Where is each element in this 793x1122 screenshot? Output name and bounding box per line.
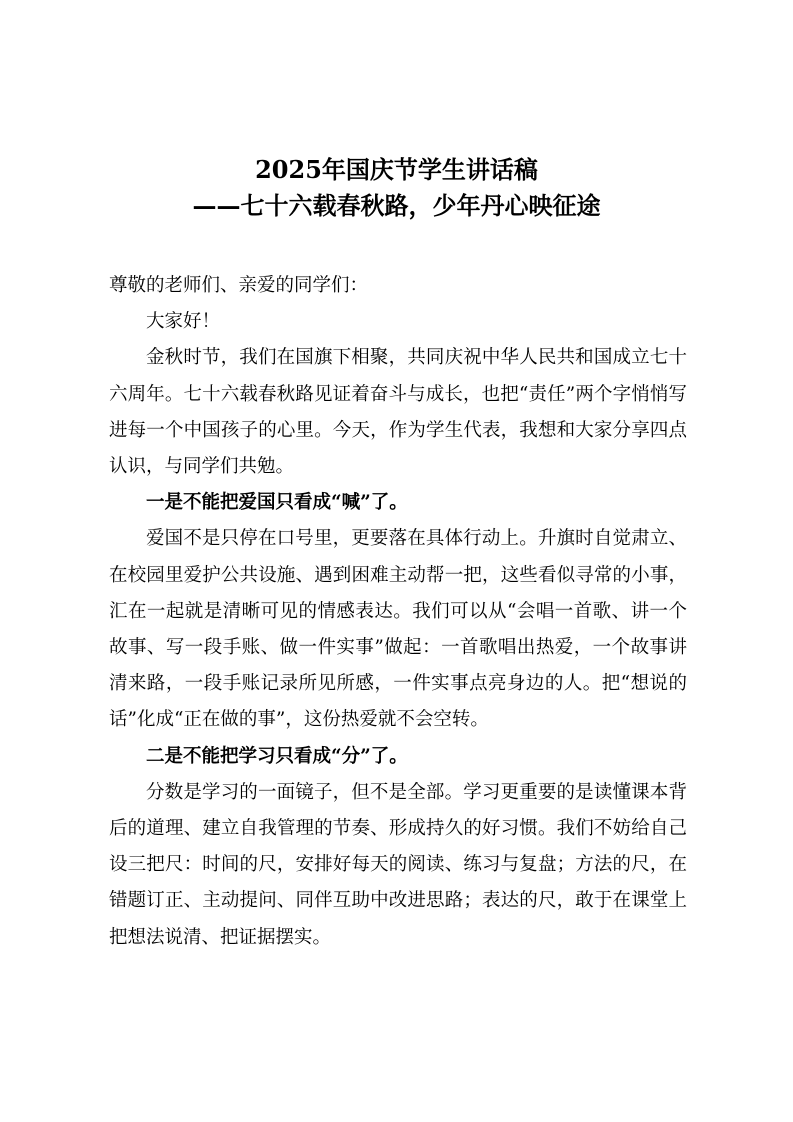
section-heading-2: 二是不能把学习只看成“分”了。 bbox=[146, 745, 408, 767]
greeting: 大家好！ bbox=[146, 311, 221, 333]
paragraph-intro: 金秋时节，我们在国旗下相聚，共同庆祝中华人民共和国成立七十六周年。七十六载春秋路见证着奋斗与成长，也把“责任”两个字悄悄写进每一个中国孩子的心里。今天，作为学生代表，我想和大家分享四点认识，与同学们共勉。 bbox=[109, 347, 687, 478]
paragraph-section-2: 分数是学习的一面镜子，但不是全部。学习更重要的是读懂课本背后的道理、建立自我管理的节奏、形成持久的好习惯。我们不妨给自己设三把尺：时间的尺，安排好每天的阅读、练习与复盘；方法的尺，在错题订正、主动提问、同伴互助中改进思路；表达的尺，敢于在课堂上把想法说清、把证据摆实。 bbox=[109, 781, 687, 948]
document-body bbox=[109, 268, 687, 956]
document-title: 2025年国庆节学生讲话稿 bbox=[255, 155, 538, 184]
title-block bbox=[0, 152, 793, 224]
section-heading-1: 一是不能把爱国只看成“喊”了。 bbox=[146, 492, 408, 514]
salutation: 尊敬的老师们、亲爱的同学们： bbox=[109, 275, 369, 296]
paragraph-section-1: 爱国不是只停在口号里，更要落在具体行动上。升旗时自觉肃立、在校园里爱护公共设施、遇到困难主动帮一把，这些看似寻常的小事，汇在一起就是清晰可见的情感表达。我们可以从“会唱一首歌、讲一个故事、写一段手账、做一件实事”做起：一首歌唱出热爱，一个故事讲清来路，一段手账记录所见所感，一件实事点亮身边的人。把“想说的话”化成“正在做的事”，这份热爱就不会空转。 bbox=[109, 528, 687, 731]
document-subtitle: ——七十六载春秋路，少年丹心映征途 bbox=[192, 191, 601, 220]
